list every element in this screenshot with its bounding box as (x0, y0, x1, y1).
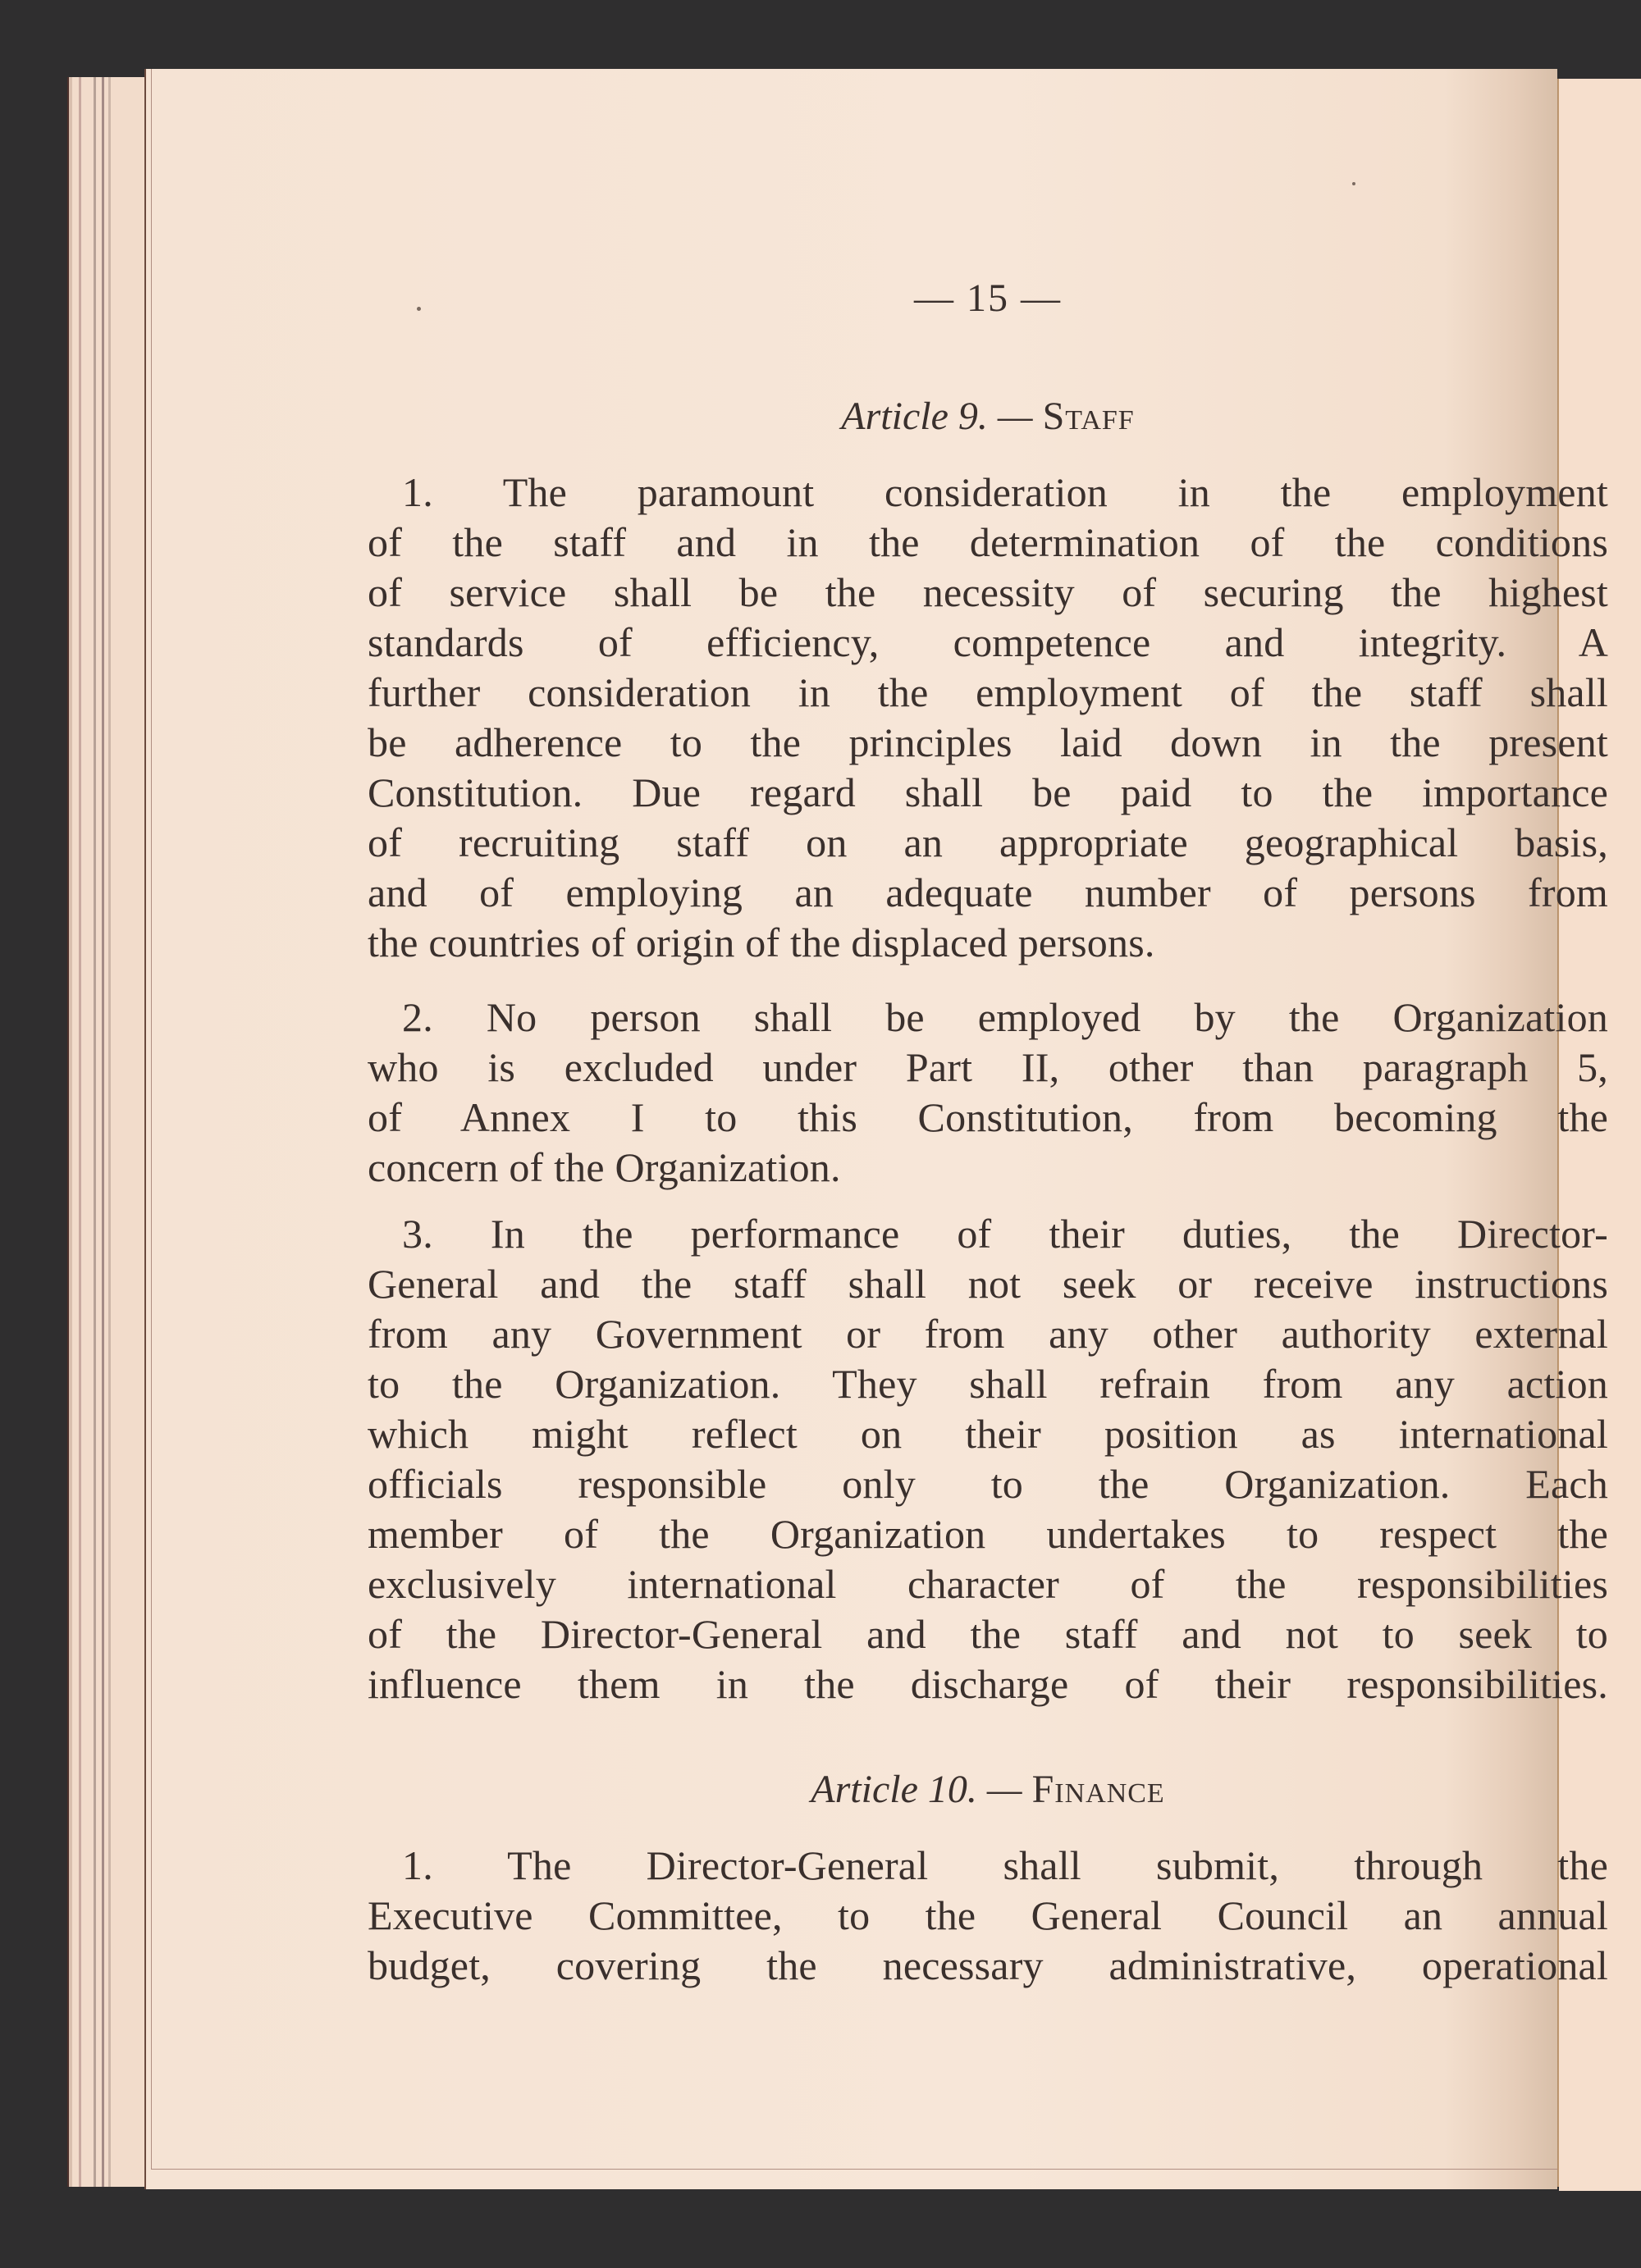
text-line: 2. No person shall be employed by the Organization (402, 994, 1608, 1040)
page-edge-line (102, 77, 104, 2187)
text-line: of the staff and in the determination of the conditions (368, 519, 1608, 565)
page-number: — 15 — (914, 276, 1062, 320)
text-line: which might reflect on their position as international (368, 1411, 1608, 1457)
text-line: influence them in the discharge of their responsibilities. (368, 1661, 1608, 1707)
text-line: standards of efficiency, competence and integrity. A (368, 619, 1608, 665)
text-line: from any Government or from any other authority external (368, 1311, 1608, 1357)
text-line: of the Director-General and the staff and not to seek to (368, 1611, 1608, 1657)
page-edge-line (94, 77, 96, 2187)
text-line: of Annex I to this Constitution, from becoming the (368, 1094, 1608, 1140)
text-line: 1. The paramount consideration in the employment (402, 469, 1608, 515)
text-line: to the Organization. They shall refrain from any action (368, 1361, 1608, 1407)
paragraph (368, 993, 1608, 1193)
article-label: Article 9. — (841, 395, 1043, 438)
article-label: Article 10. — (811, 1768, 1032, 1811)
text-line: Executive Committee, to the General Council an annual (368, 1892, 1608, 1938)
text-line: budget, covering the necessary administrative, operational (368, 1942, 1608, 1988)
paragraph (368, 1209, 1608, 1709)
text-line: of recruiting staff on an appropriate geographical basis, (368, 819, 1608, 865)
article-title: Finance (1031, 1768, 1165, 1811)
text-line: member of the Organization undertakes to respect the (368, 1511, 1608, 1557)
text-line: concern of the Organization. (368, 1144, 841, 1190)
page-edge-line (108, 77, 111, 2187)
article-title: Staff (1042, 395, 1135, 438)
text-line: officials responsible only to the Organization. Each (368, 1461, 1608, 1507)
article-heading (368, 1767, 1608, 1812)
paper-speck (1352, 182, 1355, 185)
text-line: 1. The Director-General shall submit, through the (402, 1842, 1608, 1888)
text-line: 3. In the performance of their duties, the Director- (402, 1211, 1608, 1257)
book-page (144, 69, 1608, 2189)
text-line: who is excluded under Part II, other than paragraph 5, (368, 1044, 1608, 1090)
text-line: be adherence to the principles laid down in the present (368, 719, 1608, 765)
text-line: of service shall be the necessity of securing the highest (368, 569, 1608, 615)
paragraph (368, 468, 1608, 968)
paragraph (368, 1841, 1608, 1991)
text-line: the countries of origin of the displaced persons. (368, 920, 1155, 965)
text-line: and of employing an adequate number of persons from (368, 869, 1608, 915)
text-line: General and the staff shall not seek or receive instructions (368, 1261, 1608, 1307)
text-line: further consideration in the employment of the staff shall (368, 669, 1608, 715)
page-edge-line (79, 77, 81, 2187)
article-heading (368, 394, 1608, 439)
text-line: Constitution. Due regard shall be paid to the importance (368, 769, 1608, 815)
text-line: exclusively international character of the responsibilities (368, 1561, 1608, 1607)
